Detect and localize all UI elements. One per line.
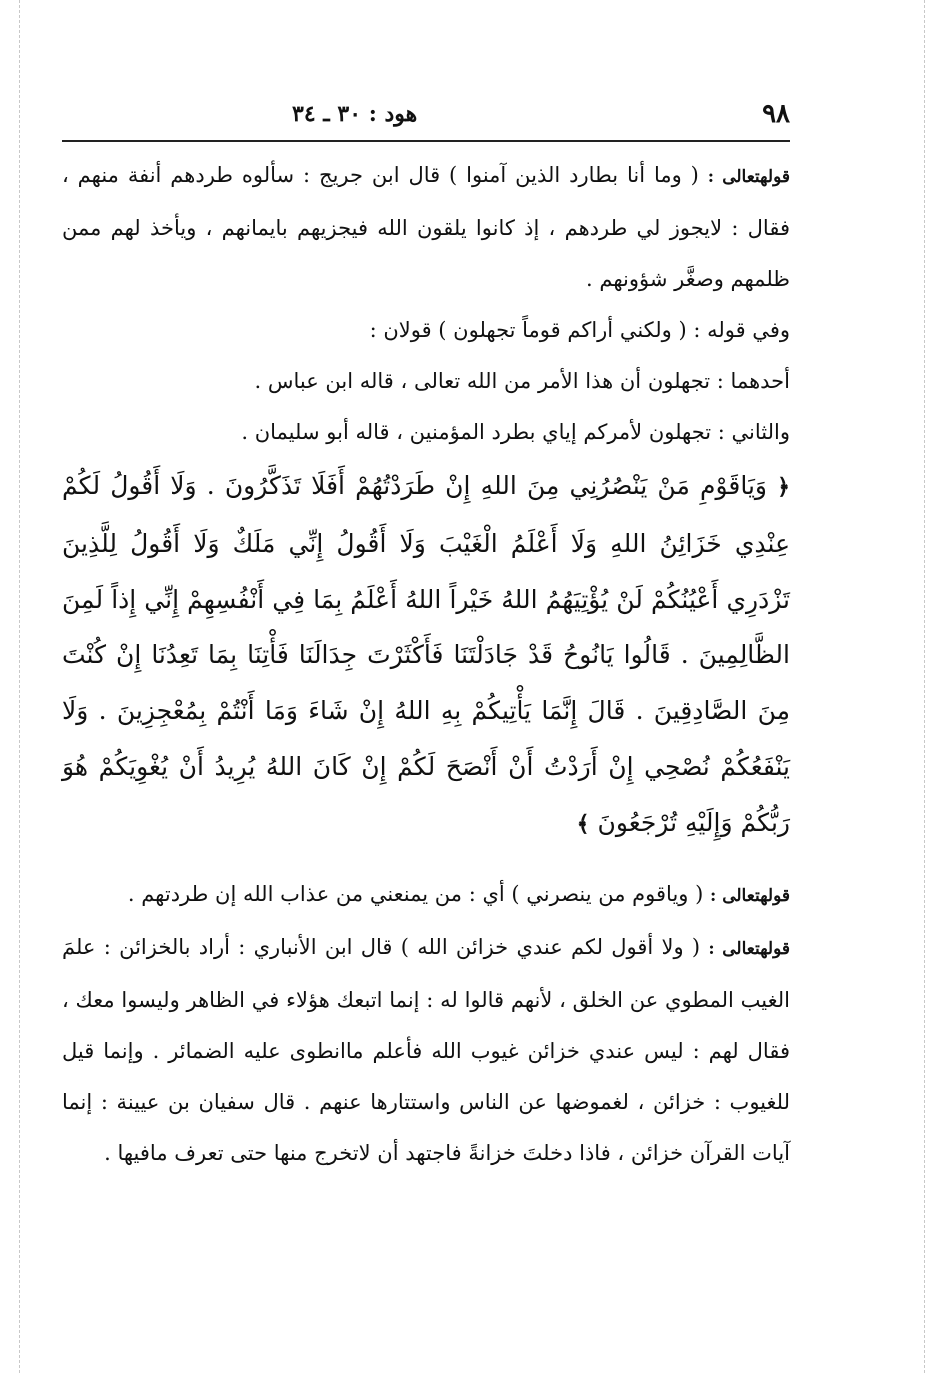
commentary-paragraph [62,150,790,305]
page-number: ٩٨ [762,99,790,129]
paragraph-lead: قولهتعالى : [707,167,790,187]
commentary-paragraph [62,869,790,922]
commentary-paragraph [62,922,790,1179]
paragraph-text: وفي قوله : ( ولكني أراكم قوماً تجهلون ) قولان : [369,318,790,342]
commentary-paragraph [62,356,790,407]
paragraph-text: ( وما أنا بطارد الذين آمنوا ) قال ابن جريج : سألوه طردهم أنفة منهم ، فقال : لايجوز لي طردهم ، إذ كانوا يلقون الله فيجزيهم بايمانهم ، ويأخذ لهم ممن ظلمهم وصغَّر شؤونهم . [62,163,790,291]
margin-guide-left [19,0,20,1373]
verse-open-bracket: ﴿ [777,474,791,500]
paragraph-text: والثاني : تجهلون لأمركم إياي بطرد المؤمنين ، قاله أبو سليمان . [241,420,790,444]
paragraph-lead: قولهتعالى : [708,938,790,959]
verse-text: وَيَاقَوْمِ مَنْ يَنْصُرُنِي مِنَ اللهِ إِنْ طَرَدْتُهُمْ أَفَلَا تَذَكَّرُونَ . وَلَا أَقُولُ لَكُمْ عِنْدِي خَزَائِنُ اللهِ وَلَا أَعْلَمُ الْغَيْبَ وَلَا أَقُولُ إِنِّي مَلَكٌ وَلَا أَقُولُ لِلَّذِينَ تَزْدَرِي أَعْيُنُكُمْ لَنْ يُؤْتِيَهُمُ اللهُ خَيْراً اللهُ أَعْلَمُ بِمَا فِي أَنْفُسِهِمْ إِنِّي إِذاً لَمِنَ الظَّالِمِينَ . قَالُوا يَانُوحُ قَدْ جَادَلْتَنَا فَأَكْثَرْتَ جِدَالَنَا فَأْتِنَا بِمَا تَعِدُنَا إِنْ كُنْتَ مِنَ الصَّادِقِينَ . قَالَ إِنَّمَا يَأْتِيكُمْ بِهِ اللهُ إِنْ شَاءَ وَمَا أَنْتُمْ بِمُعْجِزِينَ . وَلَا يَنْفَعُكُمْ نُصْحِي إِنْ أَرَدْتُ أَنْ أَنْصَحَ لَكُمْ إِنْ كَانَ اللهُ يُرِيدُ أَنْ يُغْوِيَكُمْ هُوَ رَبُّكُمْ وَإِلَيْهِ تُرْجَعُونَ [62,471,790,837]
verse-close-bracket: ﴾ [576,810,590,837]
page-header [62,96,790,132]
paragraph-text: ( ولا أقول لكم عندي خزائن الله ) قال ابن الأنباري : أراد بالخزائن : علمَ الغيب المطوي عن الخلق ، لأنهم قالوا له : إنما اتبعك هؤلاء في الظاهر وليسوا معك ، فقال لهم : ليس عندي خزائن غيوب الله فأعلم ماانطوى عليه الضمائر . وإنما قيل للغيوب : خزائن ، لغموضها عن الناس واستتارها عنهم . قال سفيان بن عيينة : إنما آيات القرآن خزائن ، فاذا دخلتَ خزانةً فاجتهد أن لاتخرج منها حتى تعرف مافيها . [62,934,790,1165]
paragraph-text: ( وياقوم من ينصرني ) أي : من يمنعني من عذاب الله إن طردتهم . [127,881,704,906]
commentary-paragraph [62,305,790,356]
margin-guide-right [924,0,925,1373]
paragraph-lead: قولهتعالى : [710,885,790,906]
header-rule [62,140,790,142]
quran-verse-block [62,458,790,853]
commentary-paragraph [62,407,790,458]
paragraph-text: أحدهما : تجهلون أن هذا الأمر من الله تعالى ، قاله ابن عباس . [254,369,790,393]
section-gap [62,853,790,869]
page-body [62,150,790,1179]
running-head: هود : ٣٠ ـ ٣٤ [292,101,418,127]
